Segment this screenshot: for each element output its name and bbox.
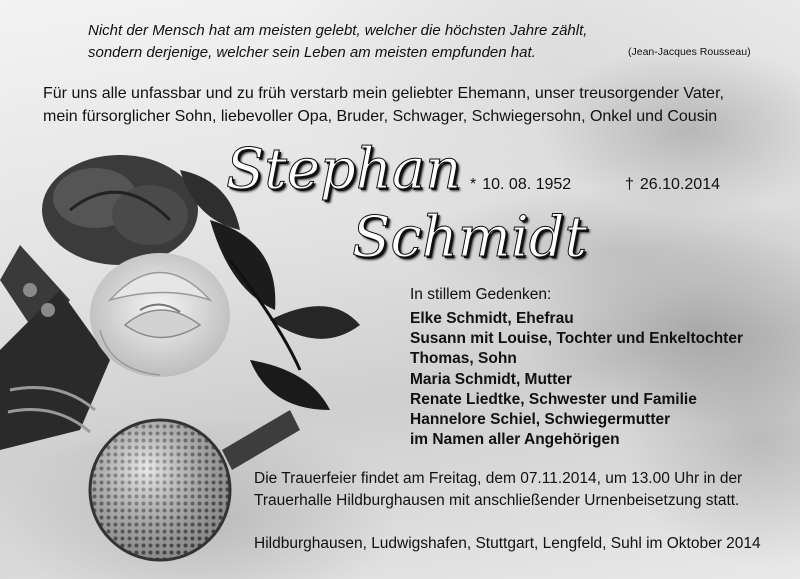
birth-date-value: 10. 08. 1952 — [482, 176, 572, 193]
death-date — [625, 176, 720, 194]
service-line: Trauerhalle Hildburghausen mit anschließender Urnenbeisetzung statt. — [254, 492, 740, 509]
rousseau-quote — [88, 20, 587, 64]
mourner-name: Thomas, Sohn — [410, 350, 517, 368]
guitar — [0, 245, 110, 450]
deceased-first-name: Stephan — [226, 137, 462, 202]
quote-author: (Jean-Jacques Rousseau) — [628, 46, 751, 58]
mourner-name: Hannelore Schiel, Schwiegermutter — [410, 411, 671, 429]
mourner-name: Renate Liedtke, Schwester und Familie — [410, 390, 697, 408]
intro-line: mein fürsorglicher Sohn, liebevoller Opa, Bruder, Schwager, Schwiegersohn, Onkel und Cousin — [43, 108, 718, 125]
mourner-name: Maria Schmidt, Mutter — [410, 370, 572, 388]
rose-microphone-artwork — [0, 150, 380, 579]
place-and-date: Hildburghausen, Ludwigshafen, Stuttgart, Lengfeld, Suhl im Oktober 2014 — [254, 535, 761, 552]
quote-line: sondern derjenige, welcher sein Leben am meisten empfunden hat. — [88, 44, 536, 61]
intro-text — [43, 82, 724, 128]
service-line: Die Trauerfeier findet am Freitag, dem 07.11.2014, um 13.00 Uhr in der — [254, 470, 743, 487]
quote-line: Nicht der Mensch hat am meisten gelebt, welcher die höchsten Jahre zählt, — [88, 22, 588, 39]
intro-line: Für uns alle unfassbar und zu früh verstarb mein geliebter Ehemann, unser treusorgender Vater, — [43, 85, 724, 102]
light-rose — [90, 253, 230, 377]
birth-date — [470, 176, 571, 194]
mourner-name: im Namen aller Angehörigen — [410, 431, 620, 449]
death-date-value: 26.10.2014 — [639, 176, 720, 193]
mourners-list — [410, 309, 743, 450]
funeral-service-info — [254, 468, 742, 512]
mourner-name: Elke Schmidt, Ehefrau — [410, 310, 574, 327]
deceased-last-name: Schmidt — [352, 205, 588, 270]
dark-rose — [42, 155, 198, 265]
cross-icon: † — [625, 176, 634, 193]
mourner-name: Susann mit Louise, Tochter und Enkeltochter — [410, 330, 744, 348]
mourners-intro: In stillem Gedenken: — [410, 286, 552, 303]
birth-symbol: * — [470, 176, 477, 193]
